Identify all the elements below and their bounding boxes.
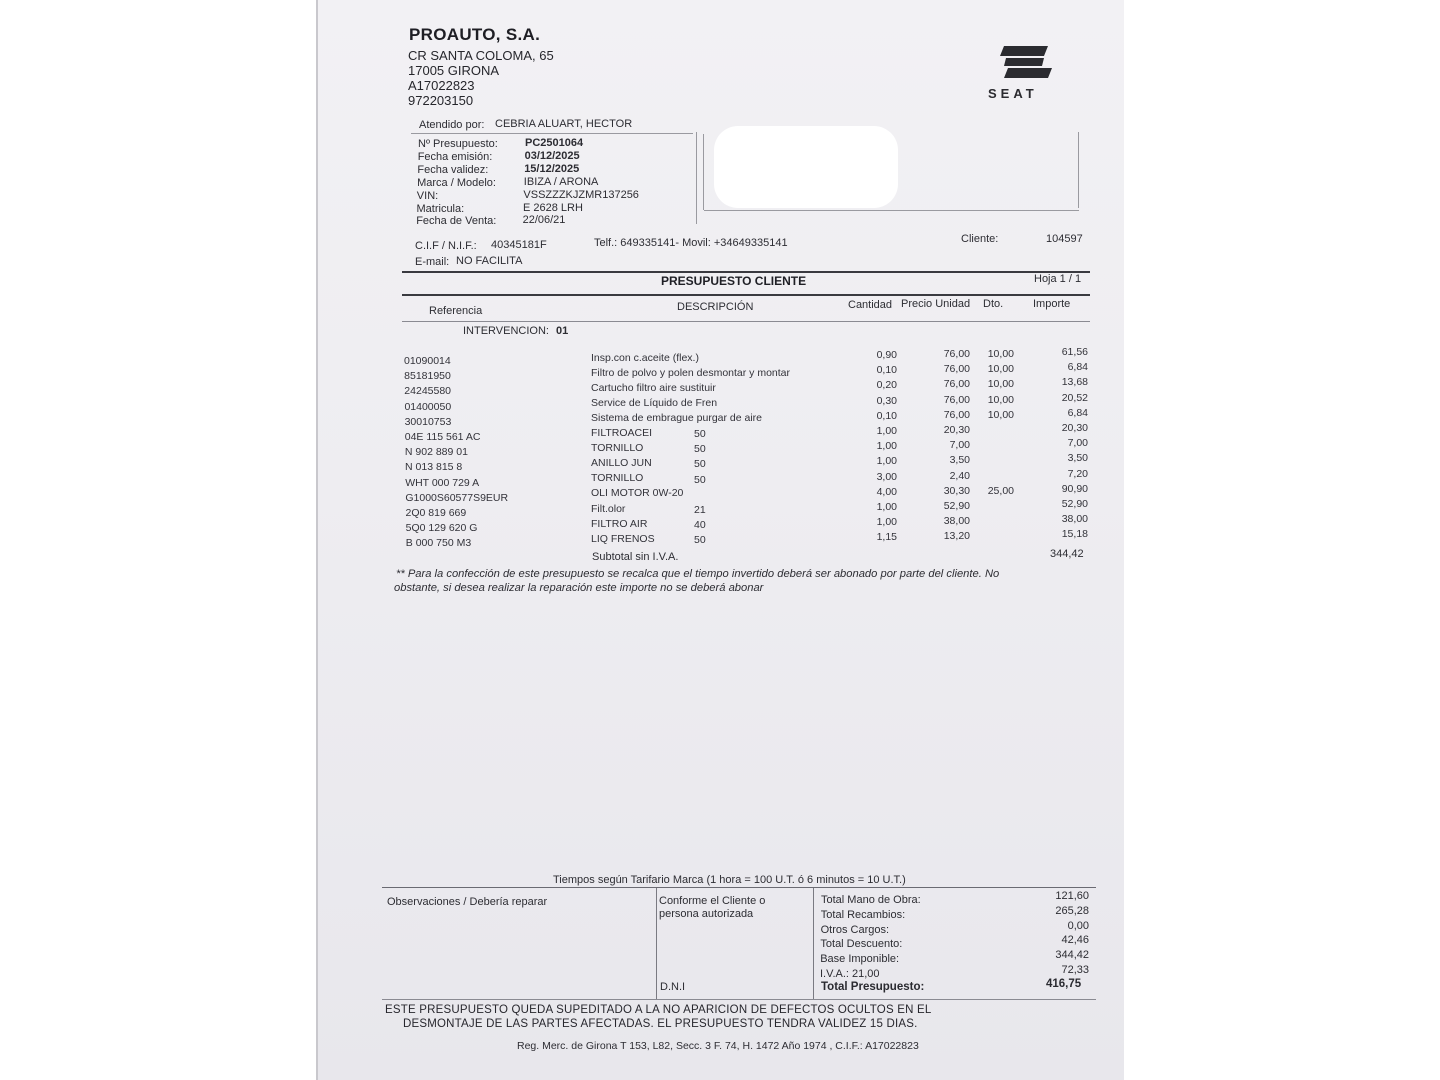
item-unit-price: 52,90 [943, 500, 970, 512]
info-label: Fecha de Venta: [416, 215, 497, 228]
item-code: 40 [694, 519, 706, 532]
item-unit-price: 76,00 [943, 408, 970, 421]
item-quantity: 1,00 [876, 455, 897, 468]
info-value: 22/06/21 [522, 214, 566, 227]
total-label: Total Recambios: [820, 908, 906, 921]
info-label: VIN: [416, 189, 439, 202]
item-unit-price: 7,00 [949, 439, 970, 452]
item-quantity: 1,15 [876, 531, 897, 544]
item-description: TORNILLO [591, 472, 644, 485]
item-amount: 52,90 [1061, 498, 1088, 510]
tarifario-line: Tiempos según Tarifario Marca (1 hora = 100 U.T. ó 6 minutos = 10 U.T.) [553, 874, 906, 886]
item-description: FILTROACEI [591, 427, 653, 440]
total-value: 72,33 [1061, 964, 1089, 976]
item-quantity: 1,00 [876, 516, 897, 529]
item-quantity: 1,00 [876, 425, 897, 437]
title-rule-top [402, 271, 1090, 273]
total-label: I.V.A.: 21,00 [820, 968, 880, 980]
item-unit-price: 13,20 [943, 530, 970, 543]
item-discount: 10,00 [987, 378, 1014, 391]
item-amount: 61,56 [1061, 346, 1088, 358]
footer-divider-1 [656, 888, 657, 1000]
item-description: Insp.con c.aceite (flex.) [591, 352, 699, 364]
item-unit-price: 20,30 [943, 424, 970, 436]
attended-value: CEBRIA ALUART, HECTOR [495, 118, 633, 130]
client-box-right [1078, 132, 1079, 208]
item-code: 21 [694, 504, 706, 516]
item-quantity: 1,00 [876, 501, 897, 513]
total-value: 121,60 [1055, 890, 1089, 902]
redacted-client-address [714, 126, 898, 208]
item-reference: 30010753 [404, 415, 452, 428]
item-reference: 04E 115 561 AC [404, 431, 481, 443]
conforme-line-1: Conforme el Cliente o [659, 895, 766, 907]
subtotal-value: 344,42 [1050, 548, 1084, 560]
total-value: 42,46 [1061, 934, 1089, 947]
email-label: E-mail: [415, 256, 450, 268]
item-reference: 5Q0 129 620 G [405, 522, 478, 535]
item-amount: 15,18 [1061, 528, 1088, 541]
client-box-left [703, 134, 704, 210]
item-reference: 01400050 [404, 400, 452, 413]
info-label: Nº Presupuesto: [418, 138, 498, 150]
item-unit-price: 3,50 [949, 454, 970, 467]
seat-logo [986, 44, 1066, 104]
item-reference: 85181950 [404, 370, 451, 383]
company-address: CR SANTA COLOMA, 65 [408, 48, 554, 63]
subtotal-label: Subtotal sin I.V.A. [592, 551, 679, 563]
background-left [0, 0, 316, 1080]
item-discount: 25,00 [987, 484, 1014, 497]
item-reference: WHT 000 729 A [405, 476, 480, 489]
item-quantity: 0,20 [876, 379, 897, 392]
client-box-bottom [704, 210, 1079, 211]
item-code: 50 [694, 443, 706, 456]
phone-line: Telf.: 649335141- Movil: +34649335141 [594, 237, 788, 249]
item-reference: 24245580 [404, 385, 452, 398]
item-amount: 20,30 [1061, 422, 1088, 434]
info-value: E 2628 LRH [523, 201, 583, 214]
conforme-line-2: persona autorizada [659, 908, 754, 920]
footer-rule [382, 887, 1096, 888]
item-amount: 38,00 [1061, 513, 1088, 526]
col-precio: Precio Unidad [901, 298, 971, 310]
item-discount: 10,00 [987, 408, 1014, 421]
invoice-sheet [316, 0, 1124, 1080]
item-code: 50 [694, 458, 706, 471]
item-discount: 10,00 [987, 348, 1014, 360]
info-value: 15/12/2025 [524, 162, 580, 175]
item-unit-price: 2,40 [949, 469, 970, 482]
item-amount: 6,84 [1067, 406, 1088, 419]
info-value: IBIZA / ARONA [523, 175, 599, 188]
item-amount: 90,90 [1061, 482, 1088, 495]
item-reference: 01090014 [404, 355, 451, 367]
item-description: ANILLO JUN [591, 457, 652, 470]
info-value: 03/12/2025 [524, 149, 580, 162]
total-value: 265,28 [1055, 904, 1089, 917]
grand-total-value: 416,75 [1046, 978, 1082, 990]
registry-line: Reg. Merc. de Girona T 153, L82, Secc. 3 F. 74, H. 1472 Año 1974 , C.I.F.: A17022823 [517, 1040, 919, 1052]
intervention-number: 01 [556, 325, 569, 337]
info-label: Fecha emisión: [417, 150, 493, 163]
item-unit-price: 76,00 [943, 378, 970, 391]
item-discount: 10,00 [987, 363, 1014, 376]
info-label: Marca / Modelo: [417, 176, 496, 189]
title-rule-bottom [402, 294, 1090, 296]
footer-rule-bottom [382, 999, 1096, 1000]
paper-edge [316, 0, 318, 1080]
info-box-right [696, 132, 697, 224]
item-quantity: 3,00 [876, 470, 897, 483]
item-quantity: 4,00 [876, 485, 897, 498]
total-value: 344,42 [1055, 949, 1089, 962]
observaciones-label: Observaciones / Debería reparar [387, 896, 548, 908]
intervention-label: INTERVENCION: [463, 325, 549, 337]
item-reference: G1000S60577S9EUR [405, 491, 509, 504]
item-description: LIQ FRENOS [591, 532, 655, 545]
disclaimer-line-1: ESTE PRESUPUESTO QUEDA SUPEDITADO A LA NO APARICION DE DEFECTOS OCULTOS EN EL [385, 1004, 932, 1016]
info-value: VSSZZZKJZMR137256 [523, 188, 639, 201]
item-unit-price: 76,00 [943, 363, 970, 376]
info-label: Fecha validez: [417, 163, 489, 176]
footer-divider-2 [813, 888, 814, 1000]
item-reference: B 000 750 M3 [405, 537, 472, 550]
item-unit-price: 76,00 [943, 348, 970, 360]
info-box-top [411, 133, 693, 134]
item-description: Sistema de embrague purgar de aire [591, 412, 763, 425]
total-value: 0,00 [1067, 919, 1089, 932]
col-descripcion: DESCRIPCIÓN [677, 301, 754, 313]
item-amount: 7,20 [1067, 467, 1088, 480]
disclaimer-line-2: DESMONTAJE DE LAS PARTES AFECTADAS. EL PRESUPUESTO TENDRA VALIDEZ 15 DIAS. [403, 1018, 918, 1030]
total-label: Total Descuento: [820, 938, 903, 951]
item-description: FILTRO AIR [591, 517, 648, 530]
company-name: PROAUTO, S.A. [409, 25, 541, 44]
item-quantity: 0,10 [876, 364, 897, 377]
item-unit-price: 30,30 [943, 484, 970, 497]
item-code: 50 [694, 473, 706, 486]
total-label: Base Imponible: [820, 953, 900, 966]
item-amount: 6,84 [1067, 361, 1088, 374]
item-description: OLI MOTOR 0W-20 [591, 487, 684, 500]
dni-label: D.N.I [660, 981, 686, 993]
document-title: PRESUPUESTO CLIENTE [661, 274, 807, 288]
total-label: Otros Cargos: [820, 923, 890, 936]
item-quantity: 0,90 [876, 349, 897, 361]
total-label: Total Mano de Obra: [821, 894, 921, 906]
item-amount: 20,52 [1061, 391, 1088, 404]
item-description: Cartucho filtro aire sustituir [591, 382, 716, 395]
company-city: 17005 GIRONA [408, 63, 500, 78]
attended-label: Atendido por: [419, 119, 485, 131]
note-line-2: obstante, si desea realizar la reparación este importe no se deberá abonar [394, 582, 764, 594]
item-amount: 3,50 [1067, 452, 1088, 465]
company-cif: A17022823 [408, 78, 475, 93]
info-value: PC2501064 [525, 137, 584, 149]
item-description: Filt.olor [591, 502, 626, 515]
col-referencia: Referencia [429, 305, 483, 317]
item-quantity: 0,30 [876, 394, 897, 407]
seat-s-icon [986, 44, 1066, 84]
item-reference: 2Q0 819 669 [405, 507, 467, 519]
brand-wordmark: SEAT [988, 86, 1038, 101]
note-line-1: ** Para la confección de este presupuesto se recalca que el tiempo invertido deberá ser abonado por parte del cliente. No [396, 568, 1000, 580]
item-unit-price: 76,00 [943, 393, 970, 406]
item-quantity: 1,00 [876, 440, 897, 453]
item-description: TORNILLO [591, 442, 644, 455]
item-code: 50 [694, 534, 706, 547]
company-phone: 972203150 [408, 93, 474, 108]
client-label: Cliente: [961, 233, 999, 245]
item-description: Service de Líquido de Fren [591, 397, 718, 410]
item-reference: N 013 815 8 [405, 461, 463, 474]
col-dto: Dto. [983, 298, 1004, 310]
item-reference: N 902 889 01 [404, 446, 468, 459]
item-unit-price: 38,00 [943, 515, 970, 528]
item-discount: 10,00 [987, 393, 1014, 406]
cif-label: C.I.F / N.I.F.: [415, 240, 477, 252]
client-number: 104597 [1046, 233, 1083, 245]
email-value: NO FACILITA [456, 255, 523, 267]
info-label: Matricula: [416, 202, 465, 215]
col-importe: Importe [1033, 298, 1071, 310]
cif-value: 40345181F [491, 239, 547, 251]
item-code: 50 [694, 428, 706, 440]
page-number: Hoja 1 / 1 [1034, 273, 1082, 285]
col-cantidad: Cantidad [848, 299, 893, 311]
header-rule [402, 321, 1090, 322]
item-quantity: 0,10 [876, 409, 897, 422]
item-amount: 13,68 [1061, 376, 1088, 389]
item-amount: 7,00 [1067, 437, 1088, 450]
item-description: Filtro de polvo y polen desmontar y montar [591, 367, 791, 380]
grand-total-label: Total Presupuesto: [821, 981, 925, 993]
